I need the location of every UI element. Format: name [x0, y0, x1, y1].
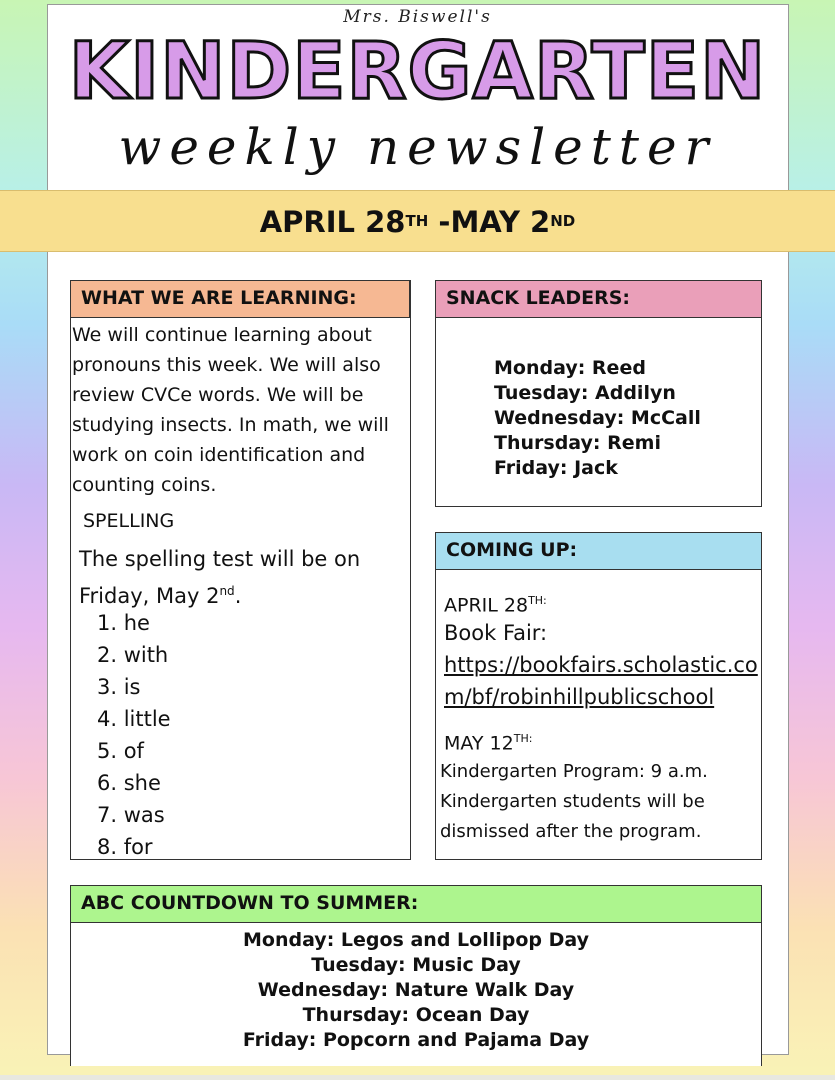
snack-item: Thursday: Remi [494, 432, 661, 454]
snack-list [494, 356, 701, 481]
spelling-word-text: he [123, 611, 150, 635]
spelling-word-text: she [123, 771, 161, 795]
spelling-word: 1. he [96, 611, 150, 635]
spelling-label: SPELLING [83, 510, 175, 532]
newsletter-subtitle: weekly newsletter [118, 118, 717, 176]
abc-item: Monday: Legos and Lollipop Day [242, 929, 590, 951]
spelling-word-text: with [123, 643, 169, 667]
learning-heading: WHAT WE ARE LEARNING: [70, 280, 410, 318]
abc-item: Wednesday: Nature Walk Day [257, 979, 575, 1001]
date-range-banner [0, 190, 835, 252]
date-start-suffix: TH [405, 212, 429, 230]
snack-item: Tuesday: Addilyn [494, 382, 676, 404]
event-date [444, 594, 547, 616]
abc-countdown-list [70, 928, 762, 1053]
event-date-text: MAY 12 [444, 732, 514, 755]
newsletter-title: KINDERGARTEN [68, 27, 767, 117]
event-date-suffix: TH: [513, 732, 533, 745]
abc-countdown-heading: ABC COUNTDOWN TO SUMMER: [70, 885, 762, 923]
spelling-word: 4. little [96, 707, 171, 731]
snack-item: Wednesday: McCall [494, 407, 701, 429]
date-end: MAY 2 [450, 205, 551, 239]
spelling-word: 3. is [96, 675, 141, 699]
date-end-suffix: ND [550, 212, 576, 230]
event-title: Book Fair: [444, 621, 548, 645]
abc-item: Thursday: Ocean Day [302, 1004, 530, 1026]
spelling-word-list [94, 607, 171, 863]
coming-up-heading: COMING UP: [435, 532, 762, 570]
spelling-word-text: was [123, 803, 165, 827]
spelling-note-suffix: nd [219, 584, 235, 598]
spelling-word: 7. was [96, 803, 165, 827]
spelling-note [79, 543, 399, 612]
snack-item: Monday: Reed [494, 357, 646, 379]
spelling-word: 5. of [96, 739, 144, 763]
spelling-word: 8. for [96, 835, 153, 859]
spelling-word: 6. she [96, 771, 161, 795]
spelling-word-text: is [123, 675, 141, 699]
event-date [444, 732, 532, 754]
spelling-note-text: The spelling test will be on Friday, May 2 [79, 547, 361, 608]
snack-item: Friday: Jack [494, 457, 618, 479]
event-description: Kindergarten Program: 9 a.m. Kindergarten students will be dismissed after the program. [440, 761, 708, 842]
abc-item: Friday: Popcorn and Pajama Day [242, 1029, 590, 1051]
spelling-note-end: . [234, 584, 242, 608]
learning-paragraph: We will continue learning about pronouns this week. We will also review CVCe words. We will be studying insects. In math, we will work on coin identification and counting coins. [72, 324, 389, 496]
spelling-word-text: little [123, 707, 171, 731]
bottom-strip [0, 1075, 835, 1080]
spelling-word-text: for [123, 835, 153, 859]
spelling-word-text: of [123, 739, 144, 763]
teacher-name: Mrs. Biswell's [343, 7, 492, 27]
date-separator: - [428, 205, 451, 239]
abc-item: Tuesday: Music Day [311, 954, 521, 976]
snack-heading: SNACK LEADERS: [435, 280, 762, 318]
event-date-suffix: TH: [528, 594, 547, 607]
book-fair-link[interactable]: https://bookfairs.scholastic.com/bf/robinhillpublicschool [444, 653, 758, 709]
event-date-text: APRIL 28 [444, 594, 529, 617]
date-start: APRIL 28 [259, 205, 406, 239]
spelling-word: 2. with [96, 643, 169, 667]
